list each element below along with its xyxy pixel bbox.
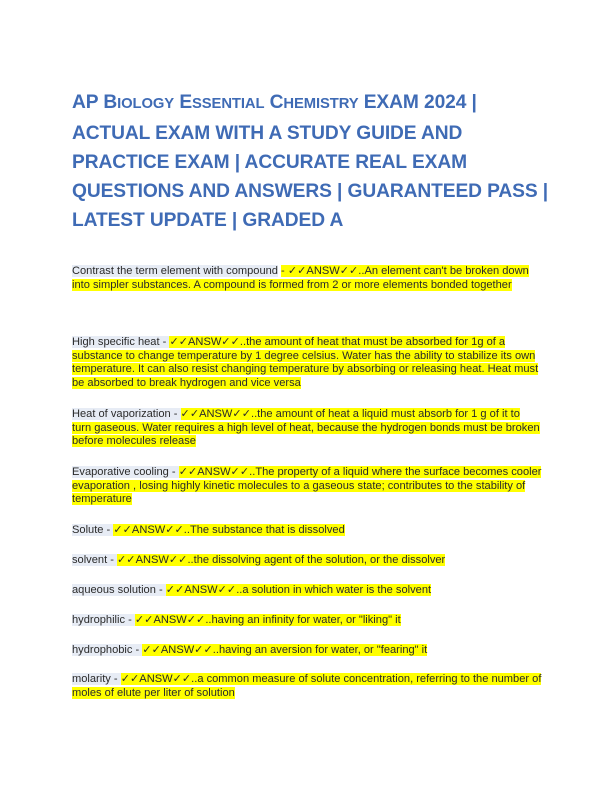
- title-smallcaps: HEMISTRY: [283, 96, 359, 112]
- qa-term: High specific heat -: [72, 336, 170, 348]
- title-letter: A: [72, 92, 86, 113]
- qa-answer: ✓✓ANSW✓✓..The substance that is dissolved: [113, 524, 345, 536]
- qa-answer: ✓✓ANSW✓✓..The property of a liquid where the surface becomes cooler evaporation , losing highly kinetic molecules to a gaseous state; contributes to the stability of temperature: [72, 466, 542, 506]
- qa-answer: ✓✓ANSW✓✓..the amount of heat that must be absorbed for 1g of a substance to change temperature by 1 degree celsius. Water has the ability to stabilize its own temperature. It can also resist changing temperature by absorbing or releasing heat. Heat must be absorbed to break hydrogen and vice versa: [72, 336, 539, 390]
- qa-entry-molarity: [72, 673, 542, 700]
- qa-term: Solute -: [72, 524, 114, 536]
- qa-term: solvent -: [72, 554, 118, 566]
- qa-entry-hydrophilic: [72, 614, 542, 628]
- qa-term: aqueous solution -: [72, 584, 166, 596]
- title-smallcaps: IOLOGY: [117, 96, 175, 112]
- title-smallcaps: SSENTIAL: [192, 96, 265, 112]
- qa-answer: ✓✓ANSW✓✓..the dissolving agent of the solution, or the dissolver: [117, 554, 446, 566]
- title-letter: E: [179, 92, 193, 113]
- document-title: [72, 88, 552, 235]
- title-letter: C: [269, 92, 284, 113]
- qa-entry-specific-heat: [72, 336, 542, 391]
- qa-answer: - ✓✓ANSW✓✓..An element can't be broken down into simpler substances. A compound is formed from 2 or more elements bonded together: [72, 265, 529, 291]
- qa-answer: ✓✓ANSW✓✓..a solution in which water is the solvent: [165, 584, 432, 596]
- title-letter: P: [85, 92, 99, 113]
- qa-answer: ✓✓ANSW✓✓..a common measure of solute concentration, referring to the number of moles of elute per liter of solution: [72, 673, 542, 699]
- qa-entry-solvent: [72, 554, 542, 568]
- qa-entry-solute: [72, 524, 542, 538]
- qa-term: Evaporative cooling -: [72, 466, 179, 478]
- qa-term: hydrophobic -: [72, 644, 143, 656]
- qa-term: Contrast the term element with compound: [72, 265, 278, 277]
- title-rest: EXAM 2024 | ACTUAL EXAM WITH A STUDY GUIDE AND PRACTICE EXAM | ACCURATE REAL EXAM QUESTIONS AND ANSWERS | GUARANTEED PASS | LATEST UPDATE | GRADED A: [72, 92, 549, 231]
- qa-answer: ✓✓ANSW✓✓..having an aversion for water, or "fearing" it: [142, 644, 428, 656]
- qa-entry-hydrophobic: [72, 644, 542, 658]
- qa-term: hydrophilic -: [72, 614, 135, 626]
- qa-term: molarity -: [72, 673, 121, 685]
- title-letter: B: [103, 92, 118, 113]
- qa-term: Heat of vaporization -: [72, 408, 181, 420]
- qa-answer: ✓✓ANSW✓✓..having an infinity for water, or "liking" it: [134, 614, 401, 626]
- qa-entry-element-compound: [72, 265, 542, 292]
- qa-answer: ✓✓ANSW✓✓..the amount of heat a liquid must absorb for 1 g of it to turn gaseous. Water requires a high level of heat, because the hydrogen bonds must be broken before molecules release: [72, 408, 540, 448]
- qa-entry-evaporative-cooling: [72, 466, 542, 507]
- qa-entry-aqueous-solution: [72, 584, 542, 598]
- qa-entry-heat-vaporization: [72, 408, 542, 449]
